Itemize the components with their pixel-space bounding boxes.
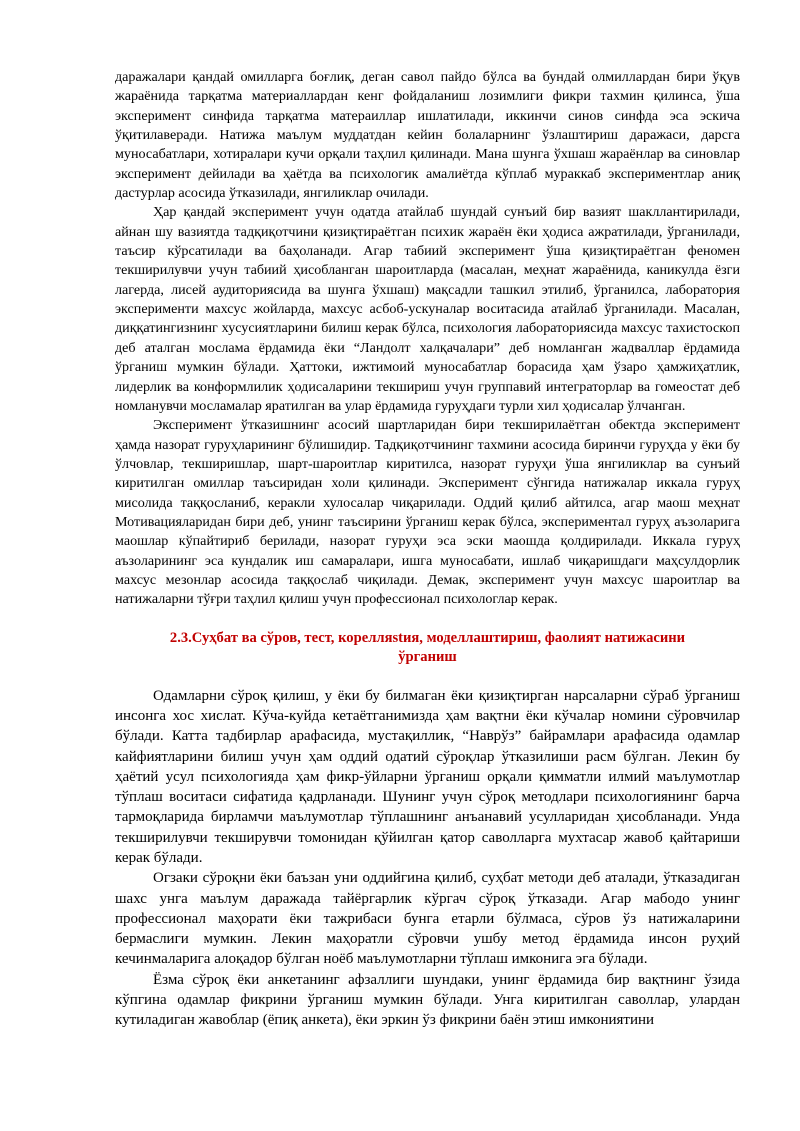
paragraph: даражалари қандай омилларга боғлиқ, деган савол пайдо бўлса ва бундай олмиллардан бири ўқув жараёнида тарқатма материаллардан кенг фойдаланиш лозимлиги фикри тахмин қилинса, ўша эксперимент синфида тарқатма матераиллар ишлатилади, иккинчи синов синфда эса эскича ўқитилаверади. Натижа маълум муддатдан кейин болаларнинг ўзлаштириш даражаси, дарсга муносабатлари, хотиралари кучи орқали таҳлил қилинади. Мана шунга ўхшаш жараёнлар ва синовлар эксперимент дейилади ва ҳаётда ва психологик амалиётда кўплаб мураккаб экспериментлар аниқ дастурлар асосида ўтказилади, янгиликлар очилади.: [115, 69, 740, 202]
paragraph: Огзаки сўроқни ёки баъзан уни оддийгина қилиб, суҳбат методи деб аталади, ўтказадиган шахс унга маълум даражада тайёргарлик кўргач сўроқ ўтказади. Агар мабодо унинг профессионал маҳорати ёки тажрибаси бунга етарли бўлмаса, сўров ўз натижаларини бермаслиги мумкин. Лекин маҳоратли сўровчи ушбу метод ёрдамида инсон руҳий кечинмаларига алоқадор бўлган ноёб маълумотларни тўплаш имконига эга бўлади.: [115, 870, 740, 968]
section-heading-line-2: ўрганиш: [398, 648, 457, 665]
paragraph: Одамларни сўроқ қилиш, у ёки бу билмаган ёки қизиқтирган нарсаларни сўраб ўрганиш инсонга хос хислат. Кўча-куйда кетаётганимизда ҳам вақтни ёки кўчалар номини сўровчилар бўлади. Катта тадбирлар арафасида, мустақиллик, “Наврўз” байрамлари арафасида одамлар кайфиятларини билиш учун ҳам оддий одатий сўроқлар ўтказилиши расм бўлган. Лекин бу ҳаётий усул психологияда ҳам фикр-ўйларни ўрганиш орқали қимматли илмий маълумотлар тўплаш воситаси сифатида қадрланади. Шунинг учун сўроқ методлари психологиянинг барча тармоқларида бирламчи маълумотлар тўплашнинг анъанавий усулларидан ҳисобланади. Унда текширилувчи текширувчи томонидан қўйилган қатор саволларга мухтасар жавоб қайтариши керак бўлади.: [115, 687, 740, 866]
section-survey-text: [115, 686, 740, 1031]
document-page: [115, 68, 740, 1031]
section-heading: [115, 629, 740, 667]
section-heading-line-1: 2.3.Суҳбат ва сўров, тест, корелляstия, моделлаштириш, фаолият натижасини: [169, 629, 686, 646]
paragraph: Ҳар қандай эксперимент учун одатда атайлаб шундай сунъий бир вазият шакллантирилади, айнан шу вазиятда тадқиқотчини қизиқтираётган психик жараён ёки ҳодиса ажратилади, ўрганилади, таъсир кўрсатилади ва баҳоланади. Агар табиий эксперимент ўша қизиқтираётган феномен текширилувчи учун табиий ҳисобланган шароитларда (масалан, меҳнат жараёнида, каникулда ёзги лагерда, лисей аудиториясида ва шунга ўхшаш) мақсадли ташкил этилиб, ўрганилса, лаборатория эксперименти махсус жойларда, махсус асбоб-ускуналар воситасида атайлаб ўрганилади. Масалан, диққатингизнинг хусусиятларини билиш керак бўлса, психология лабораториясида махсус тахистоскоп деб аталган мослама ёрдамида ёки “Ландолт халқачалари” деб номланган жадваллар ёрдамида ўрганиш мумкин бўлади. Ҳаттоки, ижтимоий муносабатлар борасида ҳам ўзаро ҳамжиҳатлик, лидерлик ва конформлилик ҳодисаларини текшириш учун группавий интеграторлар ва гомеостат деб номланувчи мосламалар яратилган ва улар ёрдамида гуруҳдаги турли хил ҳодисалар ўлчанган.: [115, 204, 740, 414]
paragraph: Эксперимент ўтказишнинг асосий шартларидан бири текширилаётган обектда эксперимент ҳамда назорат гуруҳларининг бўлишидир. Тадқиқотчининг тахмини асосида биринчи гуруҳда у ёки бу ўлчовлар, текширишлар, шарт-шароитлар киритилса, назорат гуруҳи ўша янгиликлар ва сунъий киритилган омиллар таъсиридан холи қилинади. Эксперимент сўнгида натижалар иккала гуруҳ мисолида таққосланиб, керакли хулосалар чиқарилади. Оддий қилиб айтилса, агар маош меҳнат Мотивацияларидан бири деб, унинг таъсирини ўрганиш керак бўлса, экспериментал гуруҳ аъзоларига маошлар кўпайтириб берилади, назорат гуруҳи эса эски маошда қолдирилади. Иккала гуруҳ аъзоларининг эса кундалик иш самаралари, ишга муносабати, ишлаб чиқаришдаги маҳсулдорлик махсус мезонлар асосида таққослаб чиқилади. Демак, эксперимент учун махсус шароитлар ва натижаларни тўғри таҳлил қилиш учун профессионал психологлар керак.: [115, 417, 740, 608]
paragraph: Ёзма сўроқ ёки анкетанинг афзаллиги шундаки, унинг ёрдамида бир вақтнинг ўзида кўпгина одамлар фикрини ўрганиш мумкин бўлади. Унга киритилган саволлар, улардан кутиладиган жавоблар (ёпиқ анкета), ёки эркин ўз фикрини баён этиш имкониятини: [115, 971, 740, 1029]
section-experiment-text: [115, 68, 740, 610]
